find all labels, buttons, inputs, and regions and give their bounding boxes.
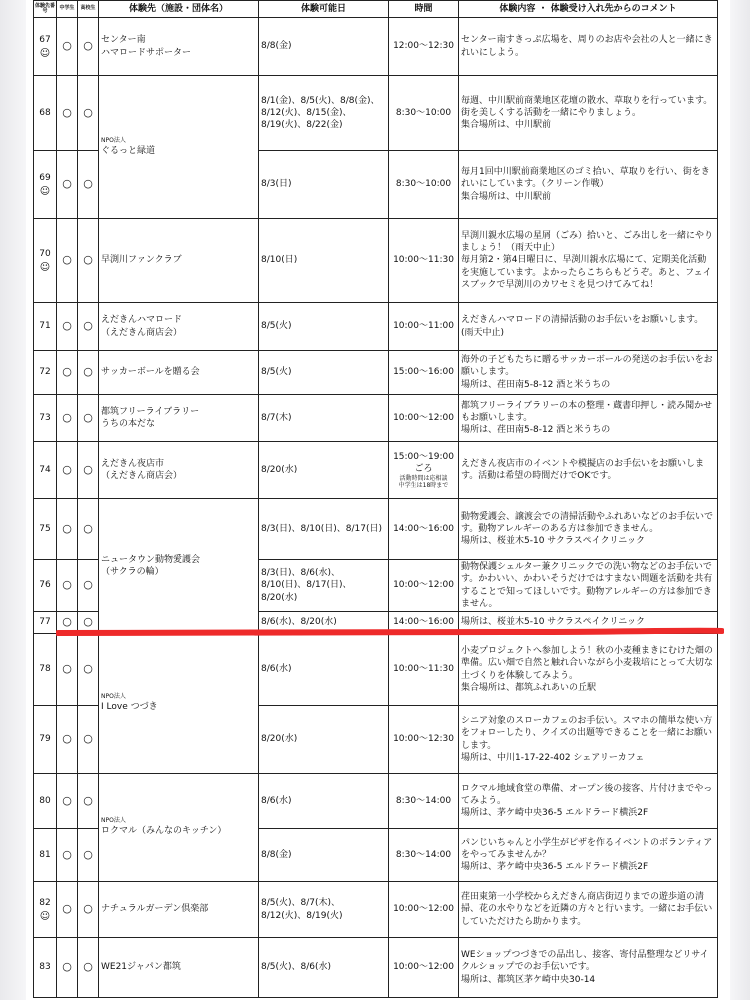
row-number-cell bbox=[34, 151, 57, 219]
place-name-cell bbox=[99, 219, 259, 303]
middle-school-cell bbox=[57, 829, 78, 882]
row-number-cell bbox=[34, 706, 57, 774]
row-number: 73 bbox=[39, 412, 51, 423]
middle-school-cell bbox=[57, 560, 78, 612]
high-school-cell bbox=[78, 774, 99, 829]
place-name-cell bbox=[99, 938, 259, 998]
row-number-cell bbox=[34, 219, 57, 303]
row-number: 82 bbox=[39, 898, 51, 909]
table-row bbox=[34, 18, 718, 76]
content-cell bbox=[459, 829, 718, 882]
circle-mark-icon: ○ bbox=[62, 793, 72, 807]
high-school-cell bbox=[78, 351, 99, 395]
middle-school-cell bbox=[57, 706, 78, 774]
row-number-cell bbox=[34, 774, 57, 829]
circle-mark-icon: ○ bbox=[62, 902, 72, 916]
row-number-cell bbox=[34, 18, 57, 76]
time-cell-text: 14:00～16:00 bbox=[393, 523, 454, 534]
circle-mark-icon: ○ bbox=[83, 615, 93, 629]
time-cell bbox=[389, 351, 459, 395]
table-row bbox=[34, 774, 718, 829]
circle-mark-icon: ○ bbox=[62, 578, 72, 592]
circle-mark-icon: ○ bbox=[62, 177, 72, 191]
circle-mark-icon: ○ bbox=[83, 410, 93, 424]
place-name-cell bbox=[99, 634, 259, 774]
time-cell bbox=[389, 829, 459, 882]
header-high-school: 高校生 bbox=[78, 1, 99, 18]
smiley-icon: ☺ bbox=[39, 47, 51, 59]
dates-cell bbox=[259, 442, 389, 499]
dates-cell-text: 8/5(火)、8/6(水) bbox=[261, 962, 332, 973]
table-row bbox=[34, 76, 718, 151]
row-number-cell bbox=[34, 612, 57, 634]
content-cell-text: えだきん夜店市のイベントや模擬店のお手伝いをお願いします。活動は希望の時間だけでOKです。 bbox=[461, 458, 705, 481]
smiley-icon: ☺ bbox=[39, 185, 51, 197]
middle-school-cell bbox=[57, 151, 78, 219]
org-type: NPO法人 bbox=[101, 136, 126, 144]
row-number-cell bbox=[34, 303, 57, 351]
time-cell-text: 15:00～16:00 bbox=[393, 367, 454, 378]
row-number-cell bbox=[34, 76, 57, 151]
content-cell bbox=[459, 882, 718, 938]
high-school-cell bbox=[78, 938, 99, 998]
row-number: 67 bbox=[39, 35, 51, 46]
time-cell-text: 8:30～10:00 bbox=[395, 107, 452, 118]
circle-mark-icon: ○ bbox=[62, 732, 72, 746]
volunteer-table bbox=[33, 0, 718, 998]
content-cell-text: パンじいちゃんと小学生がピザを作るイベントのボランティアをやってみませんか？ 場所は、茅ケ崎中央36-5 エルドラード横浜2F bbox=[461, 837, 713, 873]
table-header-row bbox=[34, 1, 718, 18]
place-name-cell bbox=[99, 882, 259, 938]
middle-school-cell bbox=[57, 499, 78, 560]
time-cell bbox=[389, 303, 459, 351]
content-cell bbox=[459, 219, 718, 303]
row-number: 77 bbox=[39, 617, 51, 628]
dates-cell-text: 8/6(水)、8/20(水) bbox=[261, 617, 337, 628]
high-school-cell bbox=[78, 18, 99, 76]
right-page-edge bbox=[730, 0, 750, 1000]
high-school-cell bbox=[78, 219, 99, 303]
middle-school-cell bbox=[57, 351, 78, 395]
content-cell bbox=[459, 395, 718, 442]
time-cell-text: 10:00～11:30 bbox=[393, 255, 454, 266]
circle-mark-icon: ○ bbox=[83, 253, 93, 267]
header-place: 体験先（施設・団体名） bbox=[99, 1, 259, 18]
time-cell bbox=[389, 560, 459, 612]
row-number-cell bbox=[34, 829, 57, 882]
time-cell-text: 8:30～14:00 bbox=[395, 849, 452, 860]
row-number-cell bbox=[34, 634, 57, 706]
time-cell bbox=[389, 18, 459, 76]
time-cell bbox=[389, 938, 459, 998]
content-cell-text: シニア対象のスローカフェのお手伝い。スマホの簡単な使い方をフォローしたり、クイズの出題等できることを一緒にお願いします。 場所は、中川1-17-22-402 シェアリーカフェ bbox=[461, 716, 713, 763]
content-cell bbox=[459, 76, 718, 151]
place-name-cell bbox=[99, 395, 259, 442]
row-number: 79 bbox=[39, 734, 51, 745]
table-row bbox=[34, 499, 718, 560]
dates-cell bbox=[259, 560, 389, 612]
circle-mark-icon: ○ bbox=[62, 847, 72, 861]
circle-mark-icon: ○ bbox=[83, 365, 93, 379]
middle-school-cell bbox=[57, 938, 78, 998]
circle-mark-icon: ○ bbox=[62, 615, 72, 629]
dates-cell bbox=[259, 938, 389, 998]
circle-mark-icon: ○ bbox=[83, 39, 93, 53]
row-number: 71 bbox=[39, 321, 51, 332]
circle-mark-icon: ○ bbox=[62, 253, 72, 267]
content-cell bbox=[459, 938, 718, 998]
middle-school-cell bbox=[57, 18, 78, 76]
dates-cell-text: 8/3(日)、8/10(日)、8/17(日) bbox=[261, 523, 382, 534]
dates-cell-text: 8/3(日)、8/6(水)、 8/10(日)、8/17(日)、 8/20(水) bbox=[261, 568, 352, 603]
high-school-cell bbox=[78, 442, 99, 499]
place-name: サッカーボールを贈る会 bbox=[101, 367, 200, 378]
row-number: 69 bbox=[39, 173, 51, 184]
time-cell-text: 10:00～11:00 bbox=[393, 321, 454, 332]
circle-mark-icon: ○ bbox=[62, 960, 72, 974]
time-cell bbox=[389, 706, 459, 774]
place-name: 早渕川ファンクラブ bbox=[101, 255, 182, 266]
header-content: 体験内容 ・ 体験受け入れ先からのコメント bbox=[459, 1, 718, 18]
high-school-cell bbox=[78, 303, 99, 351]
content-cell bbox=[459, 706, 718, 774]
circle-mark-icon: ○ bbox=[83, 902, 93, 916]
time-cell bbox=[389, 219, 459, 303]
content-cell-text: 毎週、中川駅前商業地区花壇の散水、草取りを行っています。街を美しくする活動を一緒にやりましょう。 集合場所は、中川駅前 bbox=[461, 95, 713, 131]
middle-school-cell bbox=[57, 882, 78, 938]
content-cell bbox=[459, 499, 718, 560]
content-cell-text: 毎月1回中川駅前商業地区のゴミ拾い、草取りを行い、街をきれいにしています。（クリーン作戦） 集合場所は、中川駅前 bbox=[461, 167, 710, 202]
content-cell-text: 動物保護シェルター兼クリニックでの洗い物などのお手伝いです。かわいい、かわいそうだけではすまない問題を活動を共有することで知ってほしいです。動物アレルギーの方は参加できません。 bbox=[461, 562, 713, 609]
circle-mark-icon: ○ bbox=[83, 177, 93, 191]
table-row bbox=[34, 351, 718, 395]
dates-cell-text: 8/20(水) bbox=[261, 464, 298, 475]
time-cell bbox=[389, 442, 459, 499]
dates-cell bbox=[259, 829, 389, 882]
org-type: NPO法人 bbox=[101, 817, 126, 825]
dates-cell bbox=[259, 303, 389, 351]
header-time: 時間 bbox=[389, 1, 459, 18]
content-cell-text: ロクマル地域食堂の準備、オープン後の接客、片付けまでやってみよう。 場所は、茅ケ崎中央36-5 エルドラード横浜2F bbox=[461, 783, 713, 819]
time-cell-text: 10:00～12:00 bbox=[393, 904, 454, 915]
circle-mark-icon: ○ bbox=[83, 793, 93, 807]
dates-cell bbox=[259, 351, 389, 395]
dates-cell bbox=[259, 151, 389, 219]
time-cell-text: 10:00～11:30 bbox=[393, 664, 454, 675]
circle-mark-icon: ○ bbox=[62, 39, 72, 53]
time-cell-text: 10:00～12:00 bbox=[393, 962, 454, 973]
row-number: 78 bbox=[39, 664, 51, 675]
header-dates: 体験可能日 bbox=[259, 1, 389, 18]
high-school-cell bbox=[78, 882, 99, 938]
high-school-cell bbox=[78, 499, 99, 560]
dates-cell bbox=[259, 634, 389, 706]
dates-cell bbox=[259, 499, 389, 560]
place-name: ぐるっと緑道 bbox=[101, 145, 156, 156]
middle-school-cell bbox=[57, 219, 78, 303]
dates-cell-text: 8/5(火)、8/7(木)、 8/12(火)、8/19(火) bbox=[261, 898, 343, 921]
row-number: 68 bbox=[39, 107, 51, 118]
time-cell-text: 8:30～10:00 bbox=[395, 179, 452, 190]
circle-mark-icon: ○ bbox=[62, 365, 72, 379]
time-cell-text: 10:00～12:00 bbox=[393, 580, 454, 591]
header-middle-school: 中学生 bbox=[57, 1, 78, 18]
content-cell-text: 場所は、桜並木5-10 サクラスペイクリニック bbox=[461, 617, 645, 628]
place-name: ロクマル（みんなのキッチン） bbox=[101, 826, 227, 837]
time-cell bbox=[389, 882, 459, 938]
content-cell-text: 都筑フリーライブラリーの本の整理・蔵書印押し・読み聞かせもお願いします。 場所は、荏田南5-8-12 酒と米うちの bbox=[461, 400, 713, 436]
circle-mark-icon: ○ bbox=[62, 105, 72, 119]
content-cell bbox=[459, 351, 718, 395]
dates-cell bbox=[259, 18, 389, 76]
circle-mark-icon: ○ bbox=[83, 105, 93, 119]
content-cell-text: 荏田東第一小学校からえだきん商店街辺りまでの遊歩道の清掃、花の水やりなどを近隣の方々と行います。一緒にお手伝いしていただけたら助かります。 bbox=[461, 892, 713, 927]
circle-mark-icon: ○ bbox=[62, 662, 72, 676]
row-number: 76 bbox=[39, 580, 51, 591]
dates-cell bbox=[259, 774, 389, 829]
circle-mark-icon: ○ bbox=[83, 462, 93, 476]
place-name: ニュータウン動物愛護会 （サクラの輪） bbox=[101, 554, 201, 577]
content-cell-text: 小麦プロジェクトへ参加しよう！秋の小麦種まきにむけた畑の準備。広い畑で自然と触れ合いながら小麦栽培にとって大切な土づくりを体験してみよう。 集合場所は、都筑ふれあいの丘駅 bbox=[461, 646, 713, 693]
row-number: 80 bbox=[39, 795, 51, 806]
table-row bbox=[34, 882, 718, 938]
smiley-icon: ☺ bbox=[39, 261, 51, 273]
circle-mark-icon: ○ bbox=[62, 410, 72, 424]
time-note: 活動時間は応相談 中学生は18時まで bbox=[398, 474, 449, 490]
place-name-cell bbox=[99, 303, 259, 351]
dates-cell-text: 8/6(水) bbox=[261, 795, 292, 806]
content-cell-text: えだきんハマロードの清掃活動のお手伝いをお願いします。(雨天中止) bbox=[461, 315, 704, 338]
left-page-edge bbox=[0, 0, 26, 1000]
place-name: ナチュラルガーデン倶楽部 bbox=[101, 904, 209, 915]
content-cell-text: 動物愛護会、譲渡会での清掃活動やふれあいなどのお手伝いです。動物アレルギーのある方は参加できません。 場所は、桜並木5-10 サクラスペイクリニック bbox=[461, 511, 714, 547]
time-cell bbox=[389, 151, 459, 219]
row-number: 72 bbox=[39, 367, 51, 378]
dates-cell bbox=[259, 76, 389, 151]
place-name: センター南 ハマロードサポーター bbox=[101, 35, 192, 58]
dates-cell-text: 8/7(木) bbox=[261, 412, 292, 423]
row-number-cell bbox=[34, 938, 57, 998]
content-cell bbox=[459, 634, 718, 706]
middle-school-cell bbox=[57, 442, 78, 499]
content-cell bbox=[459, 18, 718, 76]
dates-cell-text: 8/10(日) bbox=[261, 255, 298, 266]
place-name-cell bbox=[99, 442, 259, 499]
row-number-cell bbox=[34, 395, 57, 442]
time-cell-text: 15:00～19:00 ごろ bbox=[393, 451, 454, 474]
content-cell bbox=[459, 442, 718, 499]
row-number-cell bbox=[34, 560, 57, 612]
time-cell bbox=[389, 395, 459, 442]
dates-cell-text: 8/1(金)、8/5(火)、8/8(金)、 8/12(火)、8/15(金)、 8/19(火)、8/22(金) bbox=[261, 95, 380, 131]
middle-school-cell bbox=[57, 76, 78, 151]
place-name-cell bbox=[99, 774, 259, 882]
content-cell bbox=[459, 774, 718, 829]
header-number: 体験先番号 bbox=[34, 1, 57, 18]
time-cell-text: 14:00～16:00 bbox=[393, 617, 454, 628]
time-cell bbox=[389, 76, 459, 151]
table-row bbox=[34, 634, 718, 706]
dates-cell-text: 8/20(水) bbox=[261, 734, 298, 745]
high-school-cell bbox=[78, 634, 99, 706]
row-number: 74 bbox=[39, 464, 51, 475]
high-school-cell bbox=[78, 151, 99, 219]
table-row bbox=[34, 219, 718, 303]
row-number: 70 bbox=[39, 249, 51, 260]
time-cell bbox=[389, 774, 459, 829]
time-cell bbox=[389, 634, 459, 706]
time-cell-text: 12:00～12:30 bbox=[393, 41, 454, 52]
content-cell bbox=[459, 560, 718, 612]
place-name-cell bbox=[99, 76, 259, 219]
high-school-cell bbox=[78, 706, 99, 774]
circle-mark-icon: ○ bbox=[83, 319, 93, 333]
place-name: えだきん夜店市 （えだきん商店会） bbox=[101, 458, 183, 481]
high-school-cell bbox=[78, 395, 99, 442]
table-row bbox=[34, 395, 718, 442]
content-cell-text: 海外の子どもたちに贈るサッカーボールの発送のお手伝いをお願いします。 場所は、荏田南5-8-12 酒と米うちの bbox=[461, 355, 713, 390]
circle-mark-icon: ○ bbox=[83, 521, 93, 535]
high-school-cell bbox=[78, 560, 99, 612]
org-type: NPO法人 bbox=[101, 693, 126, 701]
time-cell bbox=[389, 499, 459, 560]
dates-cell-text: 8/5(火) bbox=[261, 367, 292, 378]
place-name-cell bbox=[99, 351, 259, 395]
row-number-cell bbox=[34, 499, 57, 560]
dates-cell-text: 8/8(金) bbox=[261, 41, 292, 52]
dates-cell bbox=[259, 395, 389, 442]
place-name: えだきんハマロード （えだきん商店会） bbox=[101, 315, 183, 338]
place-name: WE21ジャパン都筑 bbox=[101, 962, 181, 973]
time-cell-text: 10:00～12:00 bbox=[393, 412, 454, 423]
high-school-cell bbox=[78, 829, 99, 882]
table-row bbox=[34, 442, 718, 499]
dates-cell-text: 8/5(火) bbox=[261, 321, 292, 332]
row-number: 75 bbox=[39, 523, 51, 534]
circle-mark-icon: ○ bbox=[83, 847, 93, 861]
content-cell-text: 早渕川親水広場の星屑（ごみ）拾いと、ごみ出しを一緒にやりましょう！（雨天中止） 毎月第2・第4日曜日に、早渕川親水広場にて、定期美化活動を実施しています。よかったらこちらもどうぞ。あと、フェイスブックで早渕川のカワセミを見つけてみてね！ bbox=[461, 231, 714, 290]
table-row bbox=[34, 303, 718, 351]
content-cell bbox=[459, 303, 718, 351]
place-name: I Love つづき bbox=[101, 702, 158, 713]
row-number-cell bbox=[34, 442, 57, 499]
place-name-cell bbox=[99, 499, 259, 634]
time-cell-text: 8:30～14:00 bbox=[395, 795, 452, 806]
row-number-cell bbox=[34, 351, 57, 395]
middle-school-cell bbox=[57, 395, 78, 442]
high-school-cell bbox=[78, 76, 99, 151]
circle-mark-icon: ○ bbox=[62, 521, 72, 535]
row-number: 83 bbox=[39, 962, 51, 973]
middle-school-cell bbox=[57, 634, 78, 706]
circle-mark-icon: ○ bbox=[83, 578, 93, 592]
dates-cell bbox=[259, 219, 389, 303]
smiley-icon: ☺ bbox=[39, 910, 51, 922]
circle-mark-icon: ○ bbox=[83, 732, 93, 746]
place-name-cell bbox=[99, 18, 259, 76]
row-number: 81 bbox=[39, 849, 51, 860]
content-cell-text: センター南すきっぷ広場を、周りのお店や会社の人と一緒にきれいにしよう。 bbox=[461, 35, 713, 58]
circle-mark-icon: ○ bbox=[62, 319, 72, 333]
dates-cell-text: 8/3(日) bbox=[261, 179, 292, 190]
dates-cell-text: 8/8(金) bbox=[261, 849, 292, 860]
circle-mark-icon: ○ bbox=[83, 960, 93, 974]
dates-cell bbox=[259, 706, 389, 774]
circle-mark-icon: ○ bbox=[83, 662, 93, 676]
time-cell-text: 10:00～12:30 bbox=[393, 734, 454, 745]
middle-school-cell bbox=[57, 774, 78, 829]
middle-school-cell bbox=[57, 303, 78, 351]
circle-mark-icon: ○ bbox=[62, 462, 72, 476]
dates-cell bbox=[259, 882, 389, 938]
content-cell bbox=[459, 151, 718, 219]
table-row bbox=[34, 938, 718, 998]
row-number-cell bbox=[34, 882, 57, 938]
dates-cell-text: 8/6(水) bbox=[261, 664, 292, 675]
red-highlight-line bbox=[56, 627, 724, 637]
place-name: 都筑フリーライブラリー うちの本だな bbox=[101, 406, 200, 429]
content-cell-text: WEショップつづきでの品出し、接客、寄付品整理などリサイクルショップでのお手伝いです。 場所は、都筑区茅ケ崎中央30-14 bbox=[461, 950, 709, 985]
